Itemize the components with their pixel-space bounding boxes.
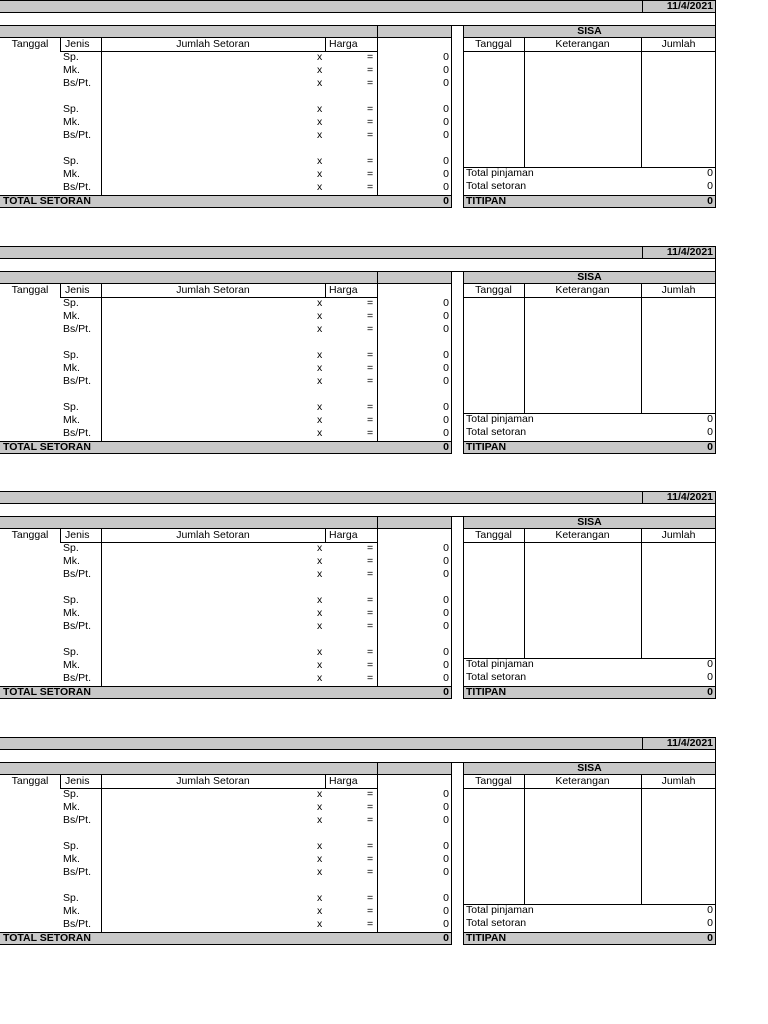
- row-jenis: Sp.: [63, 646, 79, 658]
- row-equals: =: [367, 361, 374, 374]
- row-equals: =: [367, 401, 374, 413]
- header-tanggal: Tanggal: [11, 529, 49, 541]
- header-jumlah-setoran: Jumlah Setoran: [176, 38, 250, 50]
- row-multiply: x: [317, 309, 323, 322]
- total-pinjaman-label: Total pinjaman: [466, 167, 534, 179]
- header-harga: Harga: [329, 38, 358, 50]
- row-value: 0: [443, 413, 449, 426]
- header-jumlah-setoran: Jumlah Setoran: [176, 775, 250, 787]
- row-jenis: Bs/Pt.: [63, 865, 92, 878]
- row-multiply: x: [317, 76, 323, 89]
- row-multiply: x: [317, 374, 323, 387]
- title-bar: [0, 246, 716, 259]
- row-jenis: Bs/Pt.: [63, 374, 92, 387]
- sisa-title: SISA: [577, 25, 602, 37]
- header-jumlah-setoran: Jumlah Setoran: [176, 529, 250, 541]
- row-multiply: x: [317, 115, 323, 128]
- form-date: 11/4/2021: [666, 246, 713, 258]
- row-multiply: x: [317, 554, 323, 567]
- row-jenis: Sp.: [63, 594, 79, 606]
- row-value: 0: [443, 322, 449, 335]
- row-jenis: Mk.: [63, 852, 80, 865]
- row-equals: =: [367, 426, 374, 439]
- row-jenis: Sp.: [63, 155, 79, 167]
- total-pinjaman-label: Total pinjaman: [466, 904, 534, 916]
- row-value: 0: [443, 619, 449, 632]
- row-equals: =: [367, 103, 374, 115]
- row-value: 0: [443, 128, 449, 141]
- title-bar: [0, 0, 716, 13]
- row-value: 0: [443, 658, 449, 671]
- left-header-band: [0, 272, 452, 284]
- total-pinjaman-value: 0: [707, 167, 713, 179]
- row-value: 0: [443, 115, 449, 128]
- sisa-header-jumlah: Jumlah: [661, 775, 696, 787]
- titipan-label: TITIPAN: [466, 932, 507, 944]
- titipan-label: TITIPAN: [466, 686, 507, 698]
- row-jenis: Sp.: [63, 349, 79, 361]
- row-multiply: x: [317, 401, 323, 413]
- row-jenis: Sp.: [63, 788, 79, 800]
- row-multiply: x: [317, 904, 323, 917]
- row-value: 0: [443, 361, 449, 374]
- row-equals: =: [367, 800, 374, 813]
- row-value: 0: [443, 594, 449, 606]
- total-setoran-label: TOTAL SETORAN: [3, 441, 91, 453]
- total-setoran-right-value: 0: [707, 671, 713, 683]
- setoran-form: [0, 0, 768, 210]
- total-setoran-right-label: Total setoran: [466, 180, 527, 192]
- sisa-header-keterangan: Keterangan: [555, 529, 610, 541]
- row-multiply: x: [317, 646, 323, 658]
- total-setoran-right-value: 0: [707, 426, 713, 438]
- row-multiply: x: [317, 349, 323, 361]
- row-jenis: Bs/Pt.: [63, 567, 92, 580]
- row-jenis: Mk.: [63, 800, 80, 813]
- row-jenis: Bs/Pt.: [63, 671, 92, 684]
- header-harga: Harga: [329, 529, 358, 541]
- row-equals: =: [367, 542, 374, 554]
- row-equals: =: [367, 865, 374, 878]
- row-equals: =: [367, 788, 374, 800]
- header-tanggal: Tanggal: [11, 284, 49, 296]
- row-multiply: x: [317, 813, 323, 826]
- row-jenis: Mk.: [63, 658, 80, 671]
- row-equals: =: [367, 128, 374, 141]
- row-multiply: x: [317, 167, 323, 180]
- titipan-label: TITIPAN: [466, 441, 507, 453]
- sisa-header-jumlah: Jumlah: [661, 284, 696, 296]
- total-setoran-label: TOTAL SETORAN: [3, 932, 91, 944]
- row-multiply: x: [317, 413, 323, 426]
- titipan-value: 0: [707, 441, 713, 453]
- sisa-header-tanggal: Tanggal: [475, 775, 512, 787]
- header-tanggal: Tanggal: [11, 775, 49, 787]
- row-multiply: x: [317, 852, 323, 865]
- row-equals: =: [367, 892, 374, 904]
- row-equals: =: [367, 297, 374, 309]
- row-multiply: x: [317, 103, 323, 115]
- row-multiply: x: [317, 892, 323, 904]
- row-jenis: Mk.: [63, 413, 80, 426]
- row-jenis: Bs/Pt.: [63, 180, 92, 193]
- row-multiply: x: [317, 63, 323, 76]
- total-setoran-value: 0: [443, 195, 449, 207]
- sisa-header-tanggal: Tanggal: [475, 284, 512, 296]
- row-value: 0: [443, 349, 449, 361]
- row-value: 0: [443, 103, 449, 115]
- row-value: 0: [443, 606, 449, 619]
- total-setoran-value: 0: [443, 686, 449, 698]
- row-equals: =: [367, 852, 374, 865]
- row-multiply: x: [317, 917, 323, 930]
- total-setoran-value: 0: [443, 441, 449, 453]
- row-jenis: Sp.: [63, 542, 79, 554]
- row-equals: =: [367, 167, 374, 180]
- total-pinjaman-label: Total pinjaman: [466, 658, 534, 670]
- row-equals: =: [367, 115, 374, 128]
- row-equals: =: [367, 374, 374, 387]
- setoran-form: [0, 491, 768, 701]
- total-pinjaman-value: 0: [707, 904, 713, 916]
- total-pinjaman-value: 0: [707, 658, 713, 670]
- row-value: 0: [443, 426, 449, 439]
- titipan-value: 0: [707, 195, 713, 207]
- row-jenis: Bs/Pt.: [63, 128, 92, 141]
- row-equals: =: [367, 646, 374, 658]
- setoran-form: [0, 737, 768, 947]
- row-multiply: x: [317, 594, 323, 606]
- row-jenis: Sp.: [63, 297, 79, 309]
- titipan-value: 0: [707, 932, 713, 944]
- row-jenis: Mk.: [63, 115, 80, 128]
- row-multiply: x: [317, 297, 323, 309]
- form-date: 11/4/2021: [666, 737, 713, 749]
- header-tanggal: Tanggal: [11, 38, 49, 50]
- total-setoran-right-value: 0: [707, 917, 713, 929]
- row-multiply: x: [317, 671, 323, 684]
- row-multiply: x: [317, 51, 323, 63]
- row-jenis: Bs/Pt.: [63, 322, 92, 335]
- row-jenis: Mk.: [63, 554, 80, 567]
- header-jumlah-setoran: Jumlah Setoran: [176, 284, 250, 296]
- row-value: 0: [443, 646, 449, 658]
- total-setoran-label: TOTAL SETORAN: [3, 686, 91, 698]
- row-equals: =: [367, 840, 374, 852]
- row-value: 0: [443, 800, 449, 813]
- form-date: 11/4/2021: [666, 0, 713, 12]
- row-equals: =: [367, 76, 374, 89]
- total-setoran-label: TOTAL SETORAN: [3, 195, 91, 207]
- row-equals: =: [367, 567, 374, 580]
- row-jenis: Mk.: [63, 904, 80, 917]
- row-jenis: Sp.: [63, 401, 79, 413]
- header-jenis: Jenis: [65, 775, 90, 787]
- titipan-value: 0: [707, 686, 713, 698]
- row-value: 0: [443, 542, 449, 554]
- sisa-header-keterangan: Keterangan: [555, 38, 610, 50]
- sisa-header-tanggal: Tanggal: [475, 38, 512, 50]
- row-equals: =: [367, 155, 374, 167]
- row-multiply: x: [317, 658, 323, 671]
- row-multiply: x: [317, 128, 323, 141]
- total-setoran-right-label: Total setoran: [466, 917, 527, 929]
- left-header-band: [0, 517, 452, 529]
- row-jenis: Bs/Pt.: [63, 619, 92, 632]
- row-value: 0: [443, 917, 449, 930]
- row-jenis: Bs/Pt.: [63, 76, 92, 89]
- sisa-header-keterangan: Keterangan: [555, 775, 610, 787]
- row-equals: =: [367, 619, 374, 632]
- row-value: 0: [443, 904, 449, 917]
- row-jenis: Sp.: [63, 103, 79, 115]
- form-date: 11/4/2021: [666, 491, 713, 503]
- row-value: 0: [443, 840, 449, 852]
- total-setoran-right-label: Total setoran: [466, 671, 527, 683]
- title-bar: [0, 737, 716, 750]
- row-equals: =: [367, 413, 374, 426]
- row-equals: =: [367, 813, 374, 826]
- header-jenis: Jenis: [65, 38, 90, 50]
- header-harga: Harga: [329, 775, 358, 787]
- row-jenis: Mk.: [63, 63, 80, 76]
- row-multiply: x: [317, 800, 323, 813]
- row-value: 0: [443, 401, 449, 413]
- sisa-header-keterangan: Keterangan: [555, 284, 610, 296]
- row-value: 0: [443, 76, 449, 89]
- total-setoran-value: 0: [443, 932, 449, 944]
- row-equals: =: [367, 180, 374, 193]
- row-jenis: Mk.: [63, 309, 80, 322]
- row-value: 0: [443, 788, 449, 800]
- row-equals: =: [367, 606, 374, 619]
- total-pinjaman-value: 0: [707, 413, 713, 425]
- setoran-form: [0, 246, 768, 456]
- row-value: 0: [443, 309, 449, 322]
- row-equals: =: [367, 349, 374, 361]
- row-jenis: Sp.: [63, 892, 79, 904]
- row-equals: =: [367, 658, 374, 671]
- row-value: 0: [443, 155, 449, 167]
- row-equals: =: [367, 917, 374, 930]
- row-multiply: x: [317, 155, 323, 167]
- row-multiply: x: [317, 180, 323, 193]
- row-equals: =: [367, 671, 374, 684]
- row-value: 0: [443, 167, 449, 180]
- sisa-title: SISA: [577, 762, 602, 774]
- row-multiply: x: [317, 542, 323, 554]
- row-jenis: Bs/Pt.: [63, 813, 92, 826]
- sisa-header-jumlah: Jumlah: [661, 529, 696, 541]
- row-equals: =: [367, 904, 374, 917]
- row-value: 0: [443, 813, 449, 826]
- left-header-band: [0, 26, 452, 38]
- row-value: 0: [443, 554, 449, 567]
- row-jenis: Sp.: [63, 51, 79, 63]
- row-value: 0: [443, 671, 449, 684]
- row-jenis: Mk.: [63, 167, 80, 180]
- row-equals: =: [367, 322, 374, 335]
- titipan-label: TITIPAN: [466, 195, 507, 207]
- row-multiply: x: [317, 606, 323, 619]
- row-equals: =: [367, 554, 374, 567]
- left-header-band: [0, 763, 452, 775]
- header-jenis: Jenis: [65, 529, 90, 541]
- total-setoran-right-label: Total setoran: [466, 426, 527, 438]
- sisa-header-jumlah: Jumlah: [661, 38, 696, 50]
- row-multiply: x: [317, 322, 323, 335]
- row-value: 0: [443, 374, 449, 387]
- row-multiply: x: [317, 426, 323, 439]
- row-jenis: Mk.: [63, 361, 80, 374]
- row-jenis: Bs/Pt.: [63, 917, 92, 930]
- row-value: 0: [443, 63, 449, 76]
- row-multiply: x: [317, 865, 323, 878]
- row-value: 0: [443, 865, 449, 878]
- row-multiply: x: [317, 788, 323, 800]
- row-jenis: Bs/Pt.: [63, 426, 92, 439]
- row-value: 0: [443, 892, 449, 904]
- title-bar: [0, 491, 716, 504]
- header-harga: Harga: [329, 284, 358, 296]
- row-multiply: x: [317, 840, 323, 852]
- row-equals: =: [367, 309, 374, 322]
- row-jenis: Sp.: [63, 840, 79, 852]
- row-value: 0: [443, 51, 449, 63]
- row-equals: =: [367, 594, 374, 606]
- row-value: 0: [443, 297, 449, 309]
- sisa-header-tanggal: Tanggal: [475, 529, 512, 541]
- row-value: 0: [443, 180, 449, 193]
- sisa-title: SISA: [577, 516, 602, 528]
- row-jenis: Mk.: [63, 606, 80, 619]
- row-value: 0: [443, 852, 449, 865]
- row-multiply: x: [317, 361, 323, 374]
- row-multiply: x: [317, 619, 323, 632]
- total-pinjaman-label: Total pinjaman: [466, 413, 534, 425]
- total-setoran-right-value: 0: [707, 180, 713, 192]
- sisa-title: SISA: [577, 271, 602, 283]
- row-equals: =: [367, 51, 374, 63]
- row-multiply: x: [317, 567, 323, 580]
- header-jenis: Jenis: [65, 284, 90, 296]
- row-value: 0: [443, 567, 449, 580]
- row-equals: =: [367, 63, 374, 76]
